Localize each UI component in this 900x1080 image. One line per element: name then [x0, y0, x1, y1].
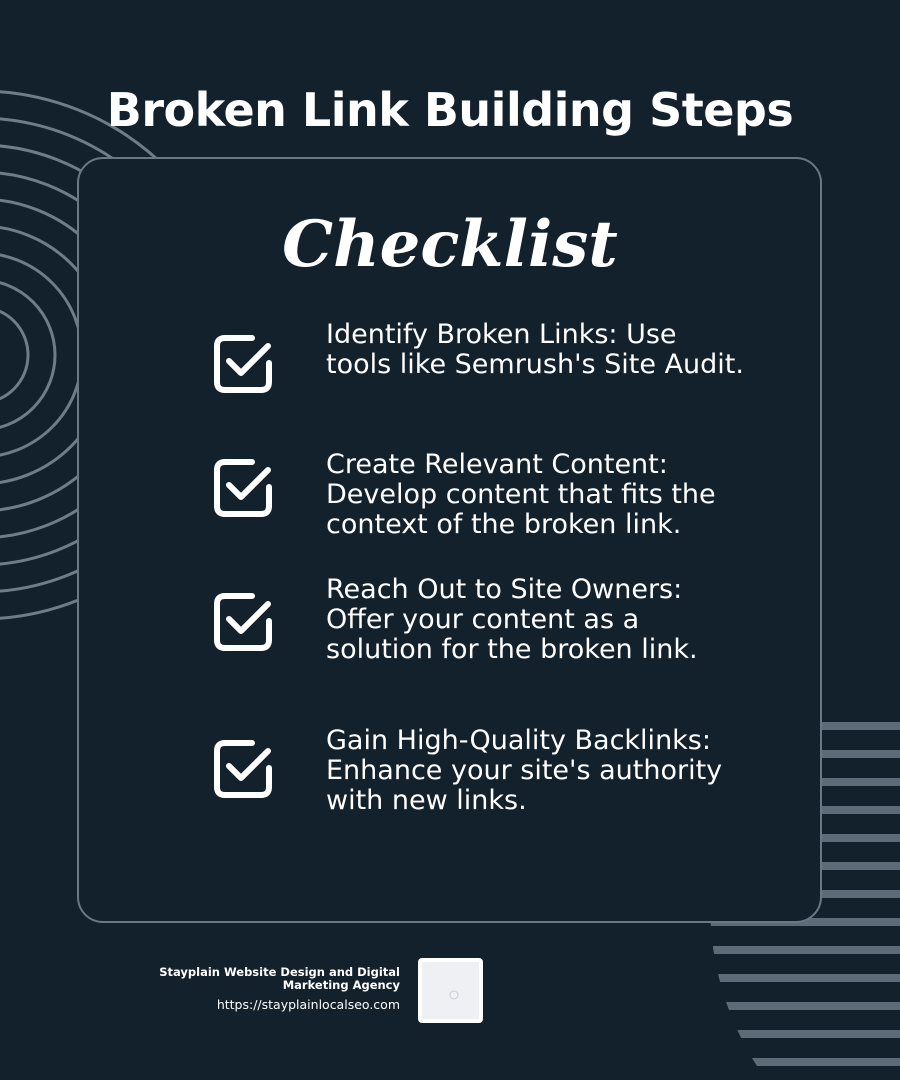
checklist-heading: Checklist: [282, 207, 618, 282]
checkbox-checked-icon: [212, 457, 274, 519]
checkbox-checked-icon: [212, 591, 274, 653]
logo-placeholder-icon: [422, 962, 479, 1019]
checklist-item-text: Create Relevant Content: Develop content that fits the context of the broken link.: [326, 449, 716, 540]
page-title: Broken Link Building Steps: [106, 83, 794, 137]
checkbox-checked-icon: [212, 738, 274, 800]
footer-company-name: Stayplain Website Design and Digital Marketing Agency: [159, 965, 400, 992]
checklist-item-text: Gain High-Quality Backlinks: Enhance your site's authority with new links.: [326, 725, 723, 816]
checklist-item-text: Reach Out to Site Owners: Offer your content as a solution for the broken link.: [326, 574, 698, 665]
company-logo: [418, 958, 483, 1023]
checkbox-checked-icon: [212, 333, 274, 395]
checklist-item-text: Identify Broken Links: Use tools like Semrush's Site Audit.: [326, 319, 744, 380]
footer-url[interactable]: https://stayplainlocalseo.com: [216, 997, 400, 1012]
logo-mark-icon: [422, 962, 479, 1019]
